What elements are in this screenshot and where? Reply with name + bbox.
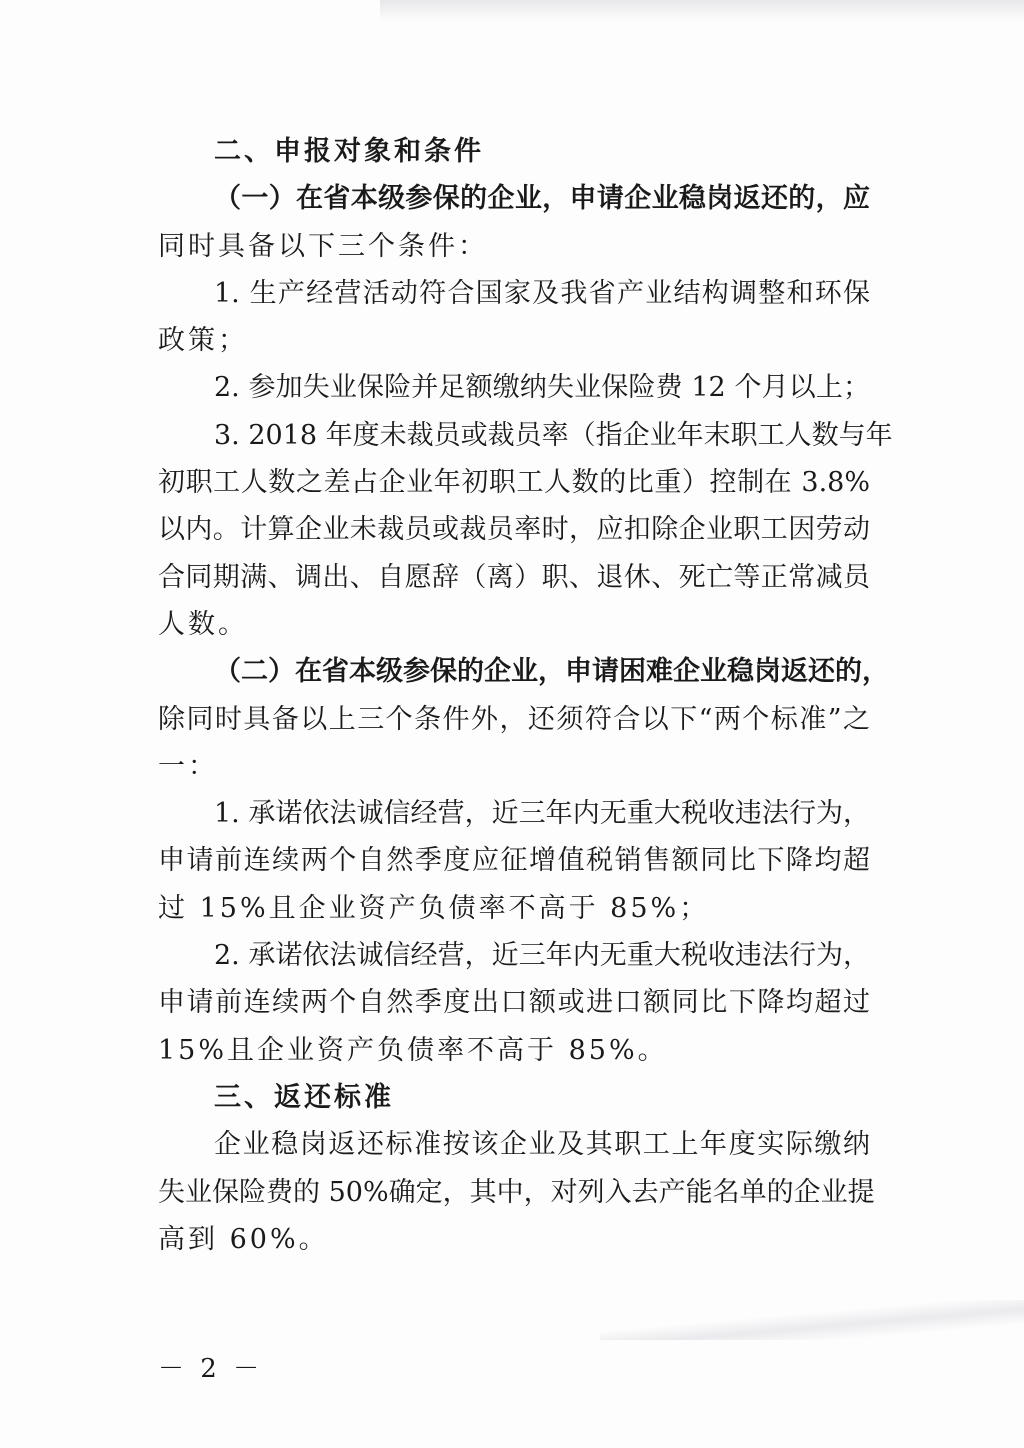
standard-2-line-1: 2. 承诺依法诚信经营，近三年内无重大税收违法行为， (214, 940, 870, 972)
page-number: － 2 － (158, 1354, 264, 1384)
section-3-line-1: 企业稳岗返还标准按该企业及其职工上年度实际缴纳 (214, 1129, 870, 1161)
condition-1-line-2: 政策； (158, 325, 248, 357)
standard-1-line-3: 过 15%且企业资产负债率不高于 85%； (158, 892, 710, 924)
condition-3-line-5: 人数。 (158, 608, 248, 640)
section-3-line-2: 失业保险费的 50%确定，其中，对列入去产能名单的企业提 (158, 1176, 875, 1208)
scan-shadow-top (380, 0, 1024, 22)
condition-3-line-1: 3. 2018 年度未裁员或裁员率（指企业年末职工人数与年 (214, 419, 893, 451)
condition-3-line-4: 合同期满、调出、自愿辞（离）职、退休、死亡等正常减员 (158, 561, 870, 593)
section-heading-2: 二、申报对象和条件 (214, 136, 484, 167)
subsection-1-line-2: 同时具备以下三个条件： (158, 230, 488, 262)
condition-2-line-1: 2. 参加失业保险并足额缴纳失业保险费 12 个月以上； (214, 372, 870, 404)
condition-1-line-1: 1. 生产经营活动符合国家及我省产业结构调整和环保 (214, 277, 870, 309)
standard-1-line-1: 1. 承诺依法诚信经营，近三年内无重大税收违法行为， (214, 798, 870, 830)
standard-1-line-2: 申请前连续两个自然季度应征增值税销售额同比下降均超 (158, 845, 870, 877)
subsection-1-line-1: （一）在省本级参保的企业，申请企业稳岗返还的，应 (214, 183, 870, 215)
scan-shadow-bottom (600, 1300, 1024, 1340)
subsection-2-line-1: （二）在省本级参保的企业，申请困难企业稳岗返还的， (214, 656, 889, 688)
subsection-2-line-3: 一： (158, 750, 218, 782)
subsection-2-line-2: 除同时具备以上三个条件外，还须符合以下“两个标准”之 (158, 703, 870, 735)
standard-2-line-2: 申请前连续两个自然季度出口额或进口额同比下降均超过 (158, 987, 870, 1019)
condition-3-line-2: 初职工人数之差占企业年初职工人数的比重）控制在 3.8% (158, 467, 870, 499)
section-heading-3: 三、返还标准 (214, 1081, 394, 1113)
section-3-line-3: 高到 60%。 (158, 1223, 329, 1255)
document-body (158, 128, 893, 1263)
condition-3-line-3: 以内。计算企业未裁员或裁员率时，应扣除企业职工因劳动 (158, 514, 870, 546)
standard-2-line-3: 15%且企业资产负债率不高于 85%。 (158, 1034, 668, 1066)
